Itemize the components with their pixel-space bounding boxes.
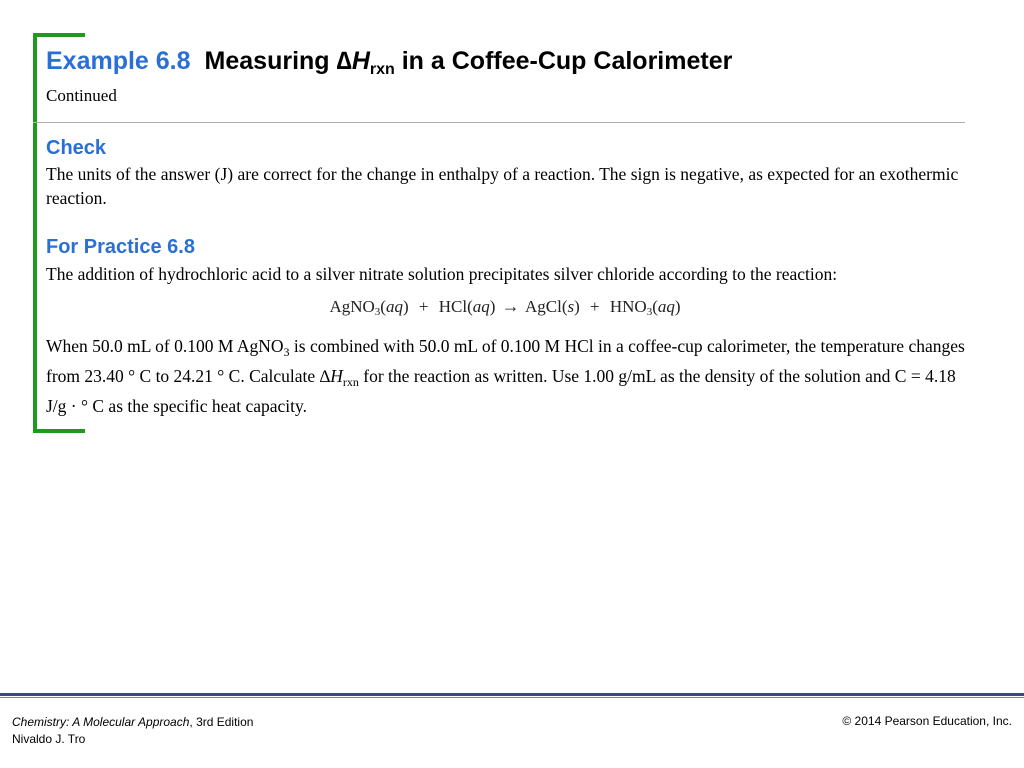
title-divider xyxy=(33,122,965,123)
eq-arrow: → xyxy=(501,296,520,316)
eq-plus-1: + xyxy=(418,297,429,316)
problem-text xyxy=(46,334,976,418)
slide-title xyxy=(46,44,732,87)
check-heading: Check xyxy=(46,137,107,159)
continued-label: Continued xyxy=(46,86,117,105)
footer-edition: , 3rd Edition xyxy=(189,715,254,729)
title-h: H xyxy=(351,47,370,75)
bracket-bottom xyxy=(33,429,85,433)
title-suffix: in a Coffee-Cup Calorimeter xyxy=(394,47,733,75)
footer-rule-thin xyxy=(0,697,1024,698)
title-sub: rxn xyxy=(369,61,395,78)
problem-sub3: 3 xyxy=(283,345,290,359)
eq-reactant-1: AgNO$_3$(aq) xyxy=(329,297,409,318)
footer-copyright: © 2014 Pearson Education, Inc. xyxy=(842,714,1012,728)
practice-heading: For Practice 6.8 xyxy=(46,236,195,258)
title-prefix: Measuring xyxy=(204,47,337,75)
check-text: The units of the answer (J) are correct for the change in enthalpy of a reaction. The sign is negative, as expected for an exothermic reaction. xyxy=(46,164,959,208)
eq-product-1: AgCl(s) xyxy=(524,297,580,316)
eq-reactant-2: HCl(aq) xyxy=(438,297,496,316)
practice-text: The addition of hydrochloric acid to a silver nitrate solution precipitates silver chloride according to the reaction: xyxy=(46,264,838,284)
footer-author: Nivaldo J. Tro xyxy=(12,732,86,746)
problem-sub-rxn: rxn xyxy=(342,375,359,389)
problem-h: H xyxy=(330,366,343,386)
title-delta: ∆ xyxy=(336,47,352,75)
footer-book-line xyxy=(12,714,253,731)
eq-product-2: $HNO_3(aq)$ xyxy=(609,297,681,318)
eq-plus-2: + xyxy=(590,297,600,316)
problem-part2: is combined with 50.0 mL of 0.100 M HCl in a coffee-cup calorimeter, the temperature changes from 23.40 ° C to 24.21 ° C. Calculate ∆ xyxy=(46,336,965,386)
bracket-vertical xyxy=(33,33,37,433)
reaction-equation xyxy=(0,296,1010,318)
footer-book-title: Chemistry: A Molecular Approach xyxy=(12,715,190,729)
footer-rule xyxy=(0,693,1024,696)
problem-part1: When 50.0 mL of 0.100 M AgNO xyxy=(46,336,284,356)
title-main xyxy=(204,47,733,78)
example-label: Example 6.8 xyxy=(46,47,191,75)
bracket-top xyxy=(33,33,85,37)
problem-part3: for the reaction as written. Use 1.00 g/mL as the density of the solution and C = 4.18 J/g · ° C as the specific heat capacity. xyxy=(46,366,956,416)
footer-citation xyxy=(12,714,253,748)
